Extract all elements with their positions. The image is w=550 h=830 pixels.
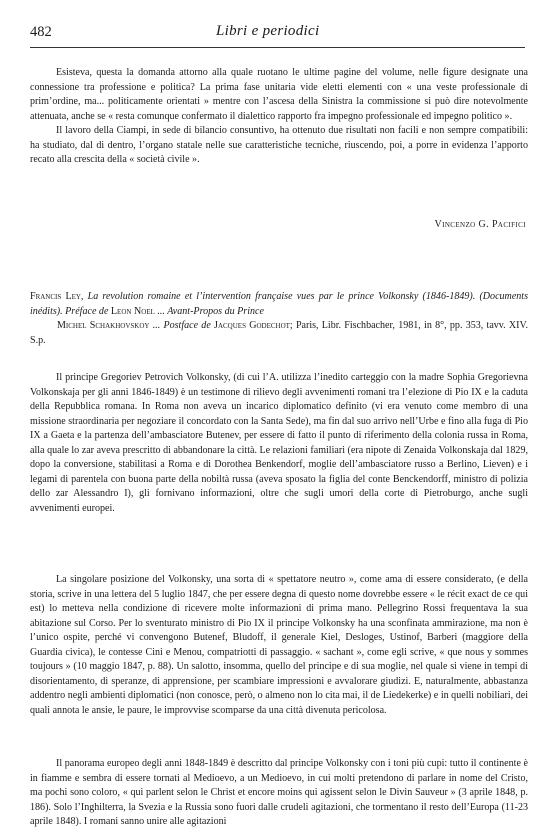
reviewer-signature: Vincenzo G. Pacifici — [434, 219, 526, 230]
review-body-2 — [30, 573, 528, 718]
previous-review-ending — [30, 66, 528, 168]
book-title: La revolution romaine et l’intervention française vues par le prince Volkonsky (1846-1849). (Documents inédits). — [30, 291, 528, 317]
paragraph: Il principe Gregoriev Petrovich Volkonsky, (di cui l’A. utilizza l’inedito carteggio con la madre Sophia Gregorievna Volkonskaja per gli anni 1846-1849) è un testimone di rilievo degli avvenimenti romani tra l’elezione di Pio IX e la caduta della Repubblica romana. In Roma non aveva un incarico diplomatico definito (vi era venuto come membro di una missione straordinaria per negoziare il concordato con la Santa Sede), ma fin dal suo arrivo nell’Urbe e fino alla fuga di Pio IX a Gaeta e la partenza dell’ambasciatore Butenev, per essere di fatto il punto di riferimento della colonia russa in Roma, alla quale lo zar aveva prescritto di abbandonare la città. Le relazioni familiari (era nipote di Zenaida Volkonskaja dal 1829, dopo la conversione, stabilitasi a Roma e di Dorothea Benkendorf, moglie dell’ambasciatore russo a Berlino, Lieven) e i legami di parentela con buona parte della nobiltà russa (aveva sposato la figlia del conte Benckendorff, ministro di polizia dello zar Alessandro I), gli fornivano informazioni, oltre che sugli umori della corte di Pietroburgo, anche sugli avvenimenti europei. — [30, 372, 528, 514]
postface-author: Jacques Godechot — [214, 320, 290, 331]
page-number: 482 — [30, 24, 52, 40]
preface-author: Leon Noel — [110, 305, 155, 317]
avant-propos-label: ... Avant-Propos du Prince — [157, 305, 264, 317]
preface-label: Préface de — [65, 305, 109, 317]
paragraph: Esisteva, questa la domanda attorno alla quale ruotano le ultime pagine del volume, nelle figure designate una connessione tra professione e politica? La prima fase unitaria vide eletti elementi con « una veste professionale di prim’ordine, ma... politicamente orientati » mentre con l’ascesa della Sinistra la commissione si può dire notevolmente attenuata, anche se « resta comunque confermato il dialettico rapporto fra impegno professionale ed impegno politico ». — [30, 67, 528, 122]
postface-label: ... Postface de — [152, 320, 211, 331]
avant-propos-author: Michel Schakhovskoy — [57, 320, 150, 331]
paragraph: Il panorama europeo degli anni 1848-1849 è descritto dal principe Volkonsky con i toni più cupi: tutto il continente è in fiamme e sembra di essere tornati al Medioevo, a un Medioevo, in cui molti pretendono di parlare in nome del Cristo, ma pochi sono coloro, « qui parlent selon le Christ et encore moins qui agissent selon le Divin Sauveur » (3 aprile 1848, p. 186). Solo l’Inghilterra, la Svezia e la Russia sono fuori dalle crudeli agitazioni, che tormentano il resto dell’Europa (11-23 aprile 1848). I romani sanno unire alle agitazioni — [30, 758, 528, 827]
publication-info: ; Paris, Libr. Fischbacher, 1981, in 8°, pp. 353, tavv. XIV. S.p. — [30, 320, 529, 346]
paragraph: La singolare posizione del Volkonsky, una sorta di « spettatore neutro », come ama di essere considerato, (e della storia, scrive in una lettera del 5 luglio 1847, che per essere degna di questo nome dovrebbe essere « le récit exact de ce qui est) lo metteva nella condizione di ricevere molte informazioni di prima mano. Pellegrino Rossi frequentava la sua abitazione sul Corso. Per lo sventurato ministro di Pio IX il principe Volkonsky ha una sconfinata ammirazione, ma non è l’unico ospite, perché vi convengono Butenef, Bludoff, il generale Kiel, Desloges, Ustinof, Barberi (maggiore della Guardia civica), le contesse Cini e Menou, compatriotti di passaggio. « sachant », come egli scrive, « que nous y sommes toujours » (10 maggio 1847, p. 88). Un salotto, insomma, quello del principe e di sua moglie, nel quale si viene in tempi di disorientamento, di speranze, di apprensione, per scambiare impressioni e avvalorare giudizi. E, naturalmente, abbastanza addentro negli ambienti diplomatici (non conosce, però, o almeno non lo cita mai, il de Liedekerke) e in quelli nobiliari, dei quali annota le ansie, le paure, le improvvise scomparse da una città divenuta pericolosa. — [30, 574, 528, 716]
page-header — [30, 22, 518, 44]
review-body-3 — [30, 757, 528, 830]
review-body-1 — [30, 371, 528, 516]
running-title: Libri e periodici — [216, 23, 320, 39]
paragraph: Il lavoro della Ciampi, in sede di bilancio consuntivo, ha ottenuto due risultati non facili e non sempre compatibili: ha studiato, dal di dentro, l’organo statale nelle sue caratteristiche tecniche, riuscendo, poi, a porre in evidenza l’apporto recato alla crescita della « società civile ». — [30, 125, 528, 165]
book-author: Francis Ley — [30, 291, 81, 302]
header-rule — [30, 47, 525, 48]
book-citation: Francis Ley, La revolution romaine et l’intervention française vues par le prince Volkonsky (1846-1849). (Documents inédits). Préface de Leon Noel ... Avant-Propos du Prince Michel Schakhovskoy ... Postface de Jacques Godechot; Paris, Libr. Fischbacher, 1981, in 8°, pp. 353, tavv. XIV. S.p. — [30, 291, 529, 346]
